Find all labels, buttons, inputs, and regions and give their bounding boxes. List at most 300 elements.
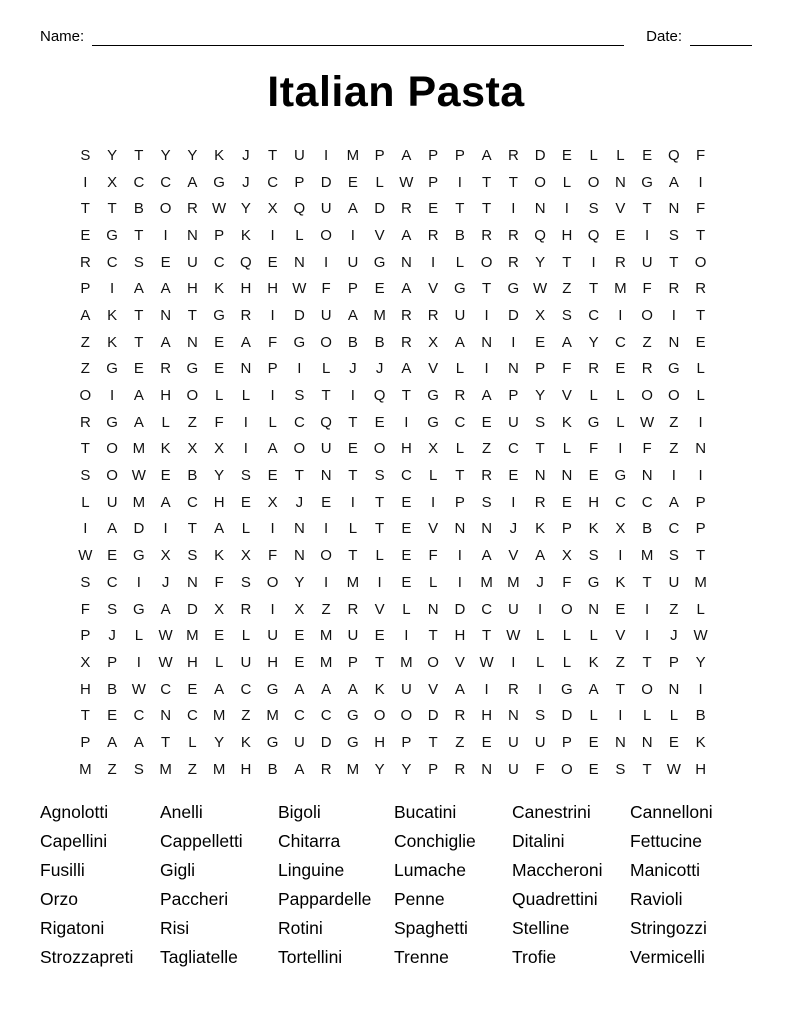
grid-cell: L <box>562 627 572 645</box>
grid-cell: O <box>480 253 493 271</box>
grid-cell: I <box>484 680 489 698</box>
grid-cell: P <box>80 280 91 298</box>
grid-cell: S <box>561 306 572 324</box>
grid-cell: P <box>561 733 572 751</box>
grid-cell: A <box>481 547 492 565</box>
grid-cell: S <box>535 707 546 725</box>
grid-cell: R <box>481 467 493 485</box>
grid-cell: E <box>561 146 572 164</box>
grid-cell: R <box>695 280 707 298</box>
grid-cell: S <box>668 226 679 244</box>
grid-cell: O <box>400 707 413 725</box>
word-list-item: Penne <box>394 889 445 909</box>
grid-cell: B <box>347 333 358 351</box>
grid-cell: I <box>270 600 275 618</box>
grid-cell: T <box>642 760 652 778</box>
grid-cell: U <box>347 627 359 645</box>
grid-cell: I <box>270 306 275 324</box>
grid-cell: M <box>186 627 199 645</box>
grid-cell: M <box>132 440 146 458</box>
grid-cell: E <box>374 280 385 298</box>
grid-cell: E <box>588 760 599 778</box>
grid-cell: N <box>186 333 198 351</box>
grid-cell: O <box>641 387 653 405</box>
grid-cell: A <box>535 547 546 565</box>
grid-cell: U <box>507 600 519 618</box>
grid-cell: Z <box>669 440 679 458</box>
grid-cell: E <box>214 333 225 351</box>
grid-cell: B <box>133 200 144 218</box>
grid-cell: A <box>294 760 305 778</box>
grid-cell: P <box>508 387 519 405</box>
grid-cell: K <box>214 280 225 298</box>
grid-cell: A <box>133 387 144 405</box>
grid-cell: C <box>213 253 225 271</box>
grid-cell: A <box>80 306 91 324</box>
word-list-item: Anelli <box>160 802 203 822</box>
grid-cell: G <box>347 707 359 725</box>
grid-cell: R <box>400 306 412 324</box>
grid-cell: G <box>614 467 627 485</box>
grid-cell: T <box>696 306 706 324</box>
grid-cell: N <box>320 467 332 485</box>
grid-cell: Z <box>321 600 331 618</box>
grid-cell: W <box>292 280 307 298</box>
grid-cell: U <box>293 146 305 164</box>
word-list-item: Stringozzi <box>630 918 707 938</box>
grid-cell: L <box>402 600 411 618</box>
grid-cell: A <box>160 493 171 511</box>
grid-cell: T <box>321 387 331 405</box>
grid-cell: K <box>695 733 706 751</box>
grid-cell: R <box>641 360 653 378</box>
grid-cell: K <box>107 333 118 351</box>
grid-cell: S <box>481 493 492 511</box>
grid-cell: P <box>107 653 118 671</box>
grid-cell: A <box>347 306 358 324</box>
grid-cell: T <box>107 200 117 218</box>
grid-cell: M <box>694 573 707 591</box>
grid-cell: I <box>511 653 516 671</box>
grid-cell: G <box>266 680 279 698</box>
grid-cell: U <box>400 680 412 698</box>
grid-cell: S <box>588 200 599 218</box>
grid-cell: R <box>668 280 680 298</box>
grid-cell: N <box>160 707 172 725</box>
grid-cell: N <box>507 707 519 725</box>
grid-cell: A <box>187 173 198 191</box>
grid-cell: A <box>481 146 492 164</box>
word-list-item: Strozzapreti <box>40 947 134 967</box>
grid-cell: G <box>266 733 279 751</box>
word-list-item: Cannelloni <box>630 802 713 822</box>
grid-cell: I <box>136 653 141 671</box>
grid-cell: O <box>561 600 573 618</box>
grid-cell: E <box>107 707 118 725</box>
grid-cell: I <box>698 680 703 698</box>
grid-cell: I <box>538 680 543 698</box>
grid-cell: A <box>267 440 278 458</box>
page-title: Italian Pasta <box>267 68 525 116</box>
grid-cell: N <box>481 520 493 538</box>
date-blank-line <box>690 30 752 46</box>
grid-cell: P <box>80 627 91 645</box>
grid-cell: N <box>534 200 546 218</box>
grid-cell: Y <box>401 760 412 778</box>
grid-cell: E <box>401 547 412 565</box>
grid-cell: I <box>324 520 329 538</box>
grid-cell: X <box>214 600 225 618</box>
grid-cell: L <box>241 627 251 645</box>
grid-cell: L <box>188 733 197 751</box>
grid-cell: I <box>511 493 516 511</box>
grid-cell: I <box>110 387 115 405</box>
grid-cell: F <box>562 360 572 378</box>
grid-cell: O <box>694 253 707 271</box>
grid-cell: I <box>645 226 650 244</box>
grid-cell: R <box>534 493 546 511</box>
grid-cell: T <box>134 226 144 244</box>
grid-cell: Y <box>588 333 599 351</box>
word-list-item: Chitarra <box>278 831 341 851</box>
grid-cell: T <box>268 146 278 164</box>
grid-cell: V <box>374 226 385 244</box>
grid-cell: P <box>535 360 546 378</box>
grid-cell: A <box>347 200 358 218</box>
grid-cell: B <box>695 707 706 725</box>
grid-cell: P <box>401 733 412 751</box>
grid-cell: E <box>695 333 706 351</box>
grid-cell: P <box>695 493 706 511</box>
grid-cell: C <box>240 680 252 698</box>
grid-cell: K <box>588 520 599 538</box>
header <box>40 28 752 46</box>
grid-cell: A <box>668 493 679 511</box>
grid-cell: Q <box>668 146 680 164</box>
word-list-item: Orzo <box>40 889 78 909</box>
grid-cell: P <box>80 733 91 751</box>
grid-cell: T <box>134 333 144 351</box>
grid-cell: T <box>375 520 385 538</box>
grid-cell: L <box>562 440 572 458</box>
grid-cell: I <box>83 520 88 538</box>
grid-cell: D <box>133 520 145 538</box>
grid-cell: N <box>695 440 707 458</box>
grid-cell: S <box>240 467 251 485</box>
grid-cell: V <box>454 653 465 671</box>
grid-cell: J <box>242 173 250 191</box>
grid-cell: E <box>321 493 332 511</box>
grid-cell: T <box>615 680 625 698</box>
grid-cell: E <box>401 493 412 511</box>
grid-cell: I <box>270 520 275 538</box>
grid-cell: O <box>79 387 92 405</box>
grid-cell: Y <box>695 653 706 671</box>
word-list-item: Trenne <box>394 947 449 967</box>
grid-cell: H <box>186 280 198 298</box>
grid-cell: F <box>321 280 331 298</box>
grid-cell: R <box>588 360 600 378</box>
grid-cell: T <box>80 200 90 218</box>
grid-cell: G <box>106 226 118 244</box>
grid-cell: J <box>161 573 170 591</box>
grid-cell: C <box>106 573 118 591</box>
grid-cell: C <box>186 493 198 511</box>
grid-cell: M <box>507 573 520 591</box>
grid-cell: N <box>507 360 519 378</box>
grid-cell: C <box>133 707 145 725</box>
grid-cell: T <box>669 253 679 271</box>
grid-cell: Y <box>160 146 171 164</box>
grid-cell: U <box>267 627 279 645</box>
grid-cell: P <box>347 653 358 671</box>
grid-cell: O <box>106 467 118 485</box>
grid-cell: C <box>293 707 305 725</box>
grid-cell: D <box>293 306 305 324</box>
grid-cell: K <box>160 440 171 458</box>
grid-cell: N <box>641 467 653 485</box>
grid-cell: A <box>321 680 332 698</box>
grid-cell: M <box>346 760 360 778</box>
grid-cell: S <box>80 146 91 164</box>
grid-cell: C <box>614 493 626 511</box>
grid-cell: L <box>535 653 545 671</box>
grid-cell: X <box>240 547 251 565</box>
grid-cell: I <box>243 413 248 431</box>
grid-cell: X <box>267 493 278 511</box>
grid-cell: E <box>187 680 198 698</box>
word-list-item: Bucatini <box>394 802 457 822</box>
grid-cell: S <box>615 760 626 778</box>
grid-cell: I <box>511 200 516 218</box>
word-list-item: Stelline <box>512 918 570 938</box>
grid-cell: I <box>698 173 703 191</box>
grid-cell: L <box>214 653 224 671</box>
grid-cell: R <box>507 226 519 244</box>
grid-cell: Z <box>80 333 90 351</box>
grid-cell: X <box>80 653 91 671</box>
grid-cell: L <box>589 707 598 725</box>
grid-cell: F <box>214 413 224 431</box>
grid-cell: M <box>640 547 654 565</box>
grid-cell: A <box>401 146 412 164</box>
grid-cell: O <box>320 333 332 351</box>
word-list-item: Tortellini <box>278 947 343 967</box>
grid-cell: L <box>348 520 358 538</box>
grid-cell: T <box>535 440 545 458</box>
grid-cell: H <box>79 680 91 698</box>
grid-cell: T <box>482 280 492 298</box>
grid-cell: J <box>242 146 250 164</box>
grid-cell: I <box>618 440 623 458</box>
word-search-grid <box>72 142 714 783</box>
grid-cell: V <box>374 600 385 618</box>
grid-cell: W <box>158 653 173 671</box>
grid-cell: R <box>400 200 412 218</box>
grid-cell: R <box>79 253 91 271</box>
grid-cell: S <box>187 547 198 565</box>
word-list <box>40 798 762 972</box>
grid-cell: A <box>454 333 465 351</box>
grid-cell: G <box>213 306 225 324</box>
grid-cell: T <box>294 467 304 485</box>
grid-cell: P <box>668 653 679 671</box>
grid-cell: S <box>294 387 305 405</box>
grid-cell: P <box>374 146 385 164</box>
grid-cell: T <box>187 520 197 538</box>
grid-cell: Q <box>373 387 386 405</box>
grid-cell: H <box>400 440 412 458</box>
grid-cell: P <box>347 280 358 298</box>
grid-cell: L <box>214 387 224 405</box>
grid-cell: Q <box>320 413 332 431</box>
grid-cell: A <box>240 333 251 351</box>
grid-cell: I <box>324 253 329 271</box>
grid-cell: O <box>373 707 386 725</box>
grid-cell: G <box>641 173 653 191</box>
grid-cell: G <box>427 413 439 431</box>
grid-cell: E <box>133 360 144 378</box>
grid-cell: I <box>698 467 703 485</box>
grid-cell: Q <box>293 200 306 218</box>
grid-cell: I <box>645 600 650 618</box>
grid-cell: S <box>80 467 91 485</box>
grid-cell: U <box>320 306 332 324</box>
grid-cell: A <box>454 680 465 698</box>
word-list-item: Trofie <box>512 947 557 967</box>
grid-cell: R <box>454 387 466 405</box>
word-list-item: Agnolotti <box>40 802 109 822</box>
grid-cell: P <box>214 226 225 244</box>
grid-cell: R <box>347 600 359 618</box>
grid-cell: N <box>481 333 493 351</box>
grid-cell: X <box>187 440 198 458</box>
grid-cell: A <box>294 680 305 698</box>
grid-cell: E <box>214 360 225 378</box>
grid-cell: T <box>161 733 171 751</box>
grid-cell: M <box>346 146 360 164</box>
grid-cell: C <box>400 467 412 485</box>
grid-cell: I <box>484 360 489 378</box>
grid-cell: I <box>671 306 676 324</box>
grid-cell: R <box>79 413 91 431</box>
word-list-item: Ravioli <box>630 889 683 909</box>
grid-cell: E <box>588 733 599 751</box>
grid-cell: K <box>240 226 251 244</box>
grid-cell: U <box>507 413 519 431</box>
grid-cell: U <box>293 733 305 751</box>
grid-cell: J <box>375 360 384 378</box>
grid-cell: E <box>294 627 305 645</box>
grid-cell: Z <box>562 280 572 298</box>
word-list-item: Fusilli <box>40 860 85 880</box>
grid-cell: L <box>134 627 144 645</box>
grid-cell: G <box>587 413 600 431</box>
grid-cell: L <box>81 493 90 511</box>
grid-cell: N <box>454 520 466 538</box>
grid-cell: N <box>641 733 653 751</box>
grid-cell: L <box>241 387 251 405</box>
grid-cell: F <box>268 547 278 565</box>
grid-cell: I <box>538 600 543 618</box>
grid-cell: H <box>240 280 252 298</box>
grid-cell: A <box>401 226 412 244</box>
grid-cell: I <box>350 387 355 405</box>
grid-cell: L <box>375 173 384 191</box>
grid-cell: Z <box>187 413 197 431</box>
grid-cell: C <box>106 253 118 271</box>
grid-cell: E <box>481 413 492 431</box>
grid-cell: E <box>160 253 171 271</box>
grid-cell: C <box>641 493 653 511</box>
grid-cell: P <box>561 520 572 538</box>
word-list-item: Rigatoni <box>40 918 105 938</box>
grid-cell: C <box>320 707 332 725</box>
grid-cell: G <box>427 387 439 405</box>
grid-cell: T <box>80 440 90 458</box>
grid-cell: B <box>374 333 385 351</box>
grid-cell: N <box>481 760 493 778</box>
grid-cell: E <box>615 226 626 244</box>
grid-cell: N <box>186 573 198 591</box>
grid-cell: Q <box>240 253 252 271</box>
grid-cell: Y <box>374 760 385 778</box>
grid-cell: K <box>615 573 626 591</box>
grid-cell: D <box>374 200 386 218</box>
grid-cell: N <box>186 226 198 244</box>
grid-cell: O <box>293 440 306 458</box>
grid-cell: E <box>508 467 519 485</box>
grid-cell: H <box>213 493 225 511</box>
grid-cell: I <box>457 173 462 191</box>
grid-cell: C <box>293 413 305 431</box>
grid-cell: O <box>534 173 546 191</box>
grid-cell: X <box>535 306 546 324</box>
grid-cell: M <box>132 493 146 511</box>
grid-cell: L <box>616 387 625 405</box>
grid-cell: J <box>108 627 116 645</box>
grid-cell: L <box>589 627 598 645</box>
grid-cell: M <box>346 573 360 591</box>
grid-cell: N <box>160 306 172 324</box>
grid-cell: E <box>535 333 546 351</box>
grid-cell: I <box>511 333 516 351</box>
grid-cell: T <box>428 627 438 645</box>
grid-cell: E <box>374 627 385 645</box>
grid-cell: I <box>671 467 676 485</box>
grid-cell: F <box>589 440 599 458</box>
grid-cell: C <box>186 707 198 725</box>
grid-cell: A <box>107 733 118 751</box>
grid-cell: W <box>666 760 681 778</box>
grid-cell: T <box>134 306 144 324</box>
grid-cell: A <box>561 333 572 351</box>
grid-cell: E <box>615 360 626 378</box>
grid-cell: X <box>107 173 118 191</box>
grid-cell: L <box>642 707 652 725</box>
grid-cell: F <box>80 600 90 618</box>
grid-cell: R <box>160 360 172 378</box>
grid-cell: I <box>350 493 355 511</box>
grid-cell: J <box>536 573 544 591</box>
grid-cell: C <box>481 600 493 618</box>
grid-cell: Z <box>642 333 652 351</box>
grid-cell: F <box>562 573 572 591</box>
grid-cell: O <box>186 387 199 405</box>
grid-cell: N <box>614 173 626 191</box>
grid-cell: N <box>293 253 305 271</box>
grid-cell: Y <box>187 146 198 164</box>
